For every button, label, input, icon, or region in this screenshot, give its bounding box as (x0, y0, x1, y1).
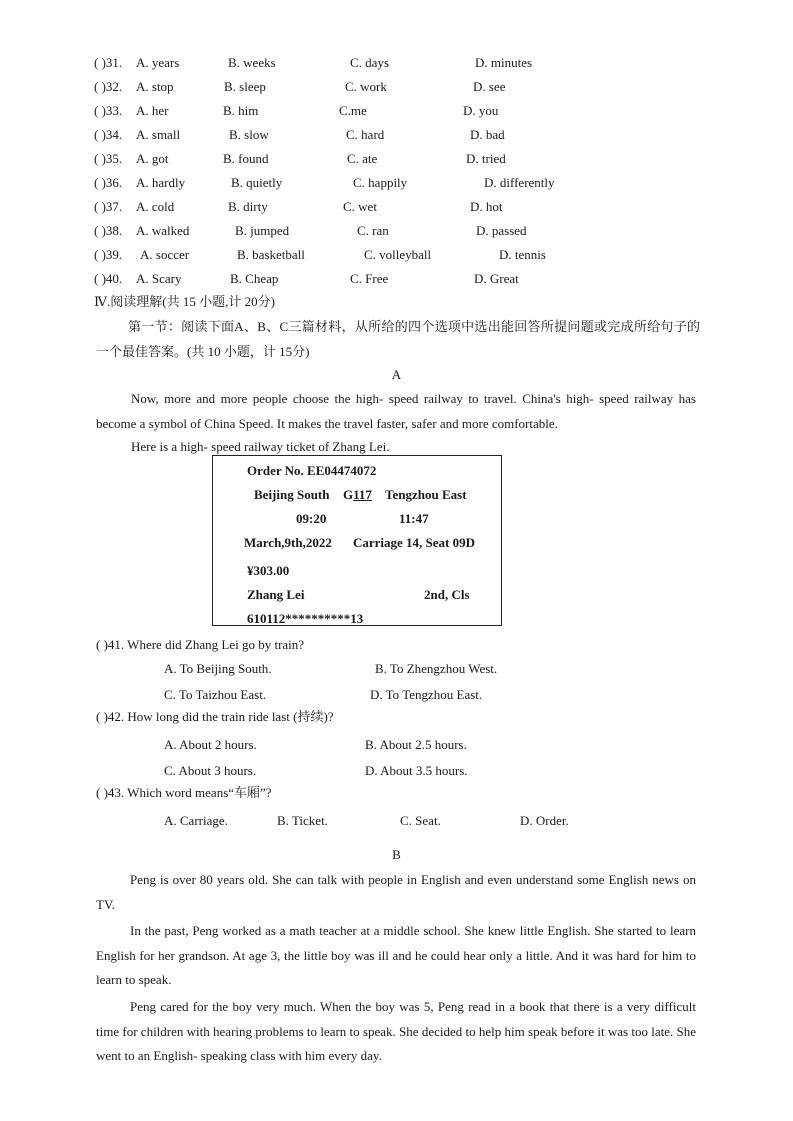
passage-b-paragraph-3: Peng cared for the boy very much. When the boy was 5, Peng read in a book that there is a very difficult time for children with hearing problems to learn to speak. She decided to help him speak before it was too late. She went to an English- speaking class with him every day. (96, 999, 696, 1063)
ticket-departure-time: 09:20 (296, 511, 327, 526)
passage-b-paragraph-1: Peng is over 80 years old. She can talk with people in English and even understand some English news on TV. (96, 872, 696, 912)
passage-a-paragraph-2: Here is a high- speed railway ticket of Zhang Lei. (131, 439, 390, 454)
question-42-options-row-1: A. About 2 hours. B. About 2.5 hours. (164, 737, 467, 752)
question-42: ( )42. How long did the train ride last (持续)? (96, 709, 334, 724)
question-43-options: A. Carriage. B. Ticket. C. Seat. D. Order. (164, 813, 569, 828)
question-41: ( )41. Where did Zhang Lei go by train? (96, 637, 305, 652)
passage-a-label: A (391, 367, 402, 382)
ticket-id-number: 610112**********13 (247, 611, 364, 626)
ticket-date: March,9th,2022 (244, 535, 332, 550)
ticket-class: 2nd, Cls (424, 587, 470, 602)
ticket-arrival-time: 11:47 (399, 511, 429, 526)
question-41-options-row-1: A. To Beijing South. B. To Zhengzhou West. (164, 661, 498, 676)
section-4-intro: 第一节：阅读下面A、B、C三篇材料，从所给的四个选项中选出能回答所提问题或完成所给句子的一个最佳答案。(共 10 小题，计 15分) (96, 319, 700, 359)
question-43: ( )43. Which word means“车厢”? (96, 785, 272, 800)
ticket-passenger-name: Zhang Lei (247, 587, 305, 602)
passage-b-paragraph-2: In the past, Peng worked as a math teacher at a middle school. She knew little English. She started to learn English for her grandson. At age 3, the little boy was ill and he could hear only a little. And it was hard for him to learn to speak. (96, 923, 696, 987)
section-4-title: Ⅳ.阅读理解(共 15 小题,计 20分) (94, 294, 275, 309)
passage-a-paragraph-1: Now, more and more people choose the high- speed railway to travel. China's high- speed railway has become a symbol of China Speed. It makes the travel faster, safer and more comfortable. (96, 391, 696, 431)
ticket-arrival-station: Tengzhou East (385, 487, 467, 502)
ticket-train-number: G117 (343, 487, 372, 502)
ticket-order-number: Order No. EE04474072 (247, 463, 377, 478)
railway-ticket (212, 455, 502, 626)
ticket-departure-station: Beijing South (254, 487, 330, 502)
ticket-price: ¥303.00 (247, 563, 290, 578)
question-42-options-row-2: C. About 3 hours. D. About 3.5 hours. (164, 763, 468, 778)
ticket-seat: Carriage 14, Seat 09D (353, 535, 476, 550)
question-41-options-row-2: C. To Taizhou East. D. To Tengzhou East. (164, 687, 483, 702)
passage-b-label: B (392, 847, 401, 862)
